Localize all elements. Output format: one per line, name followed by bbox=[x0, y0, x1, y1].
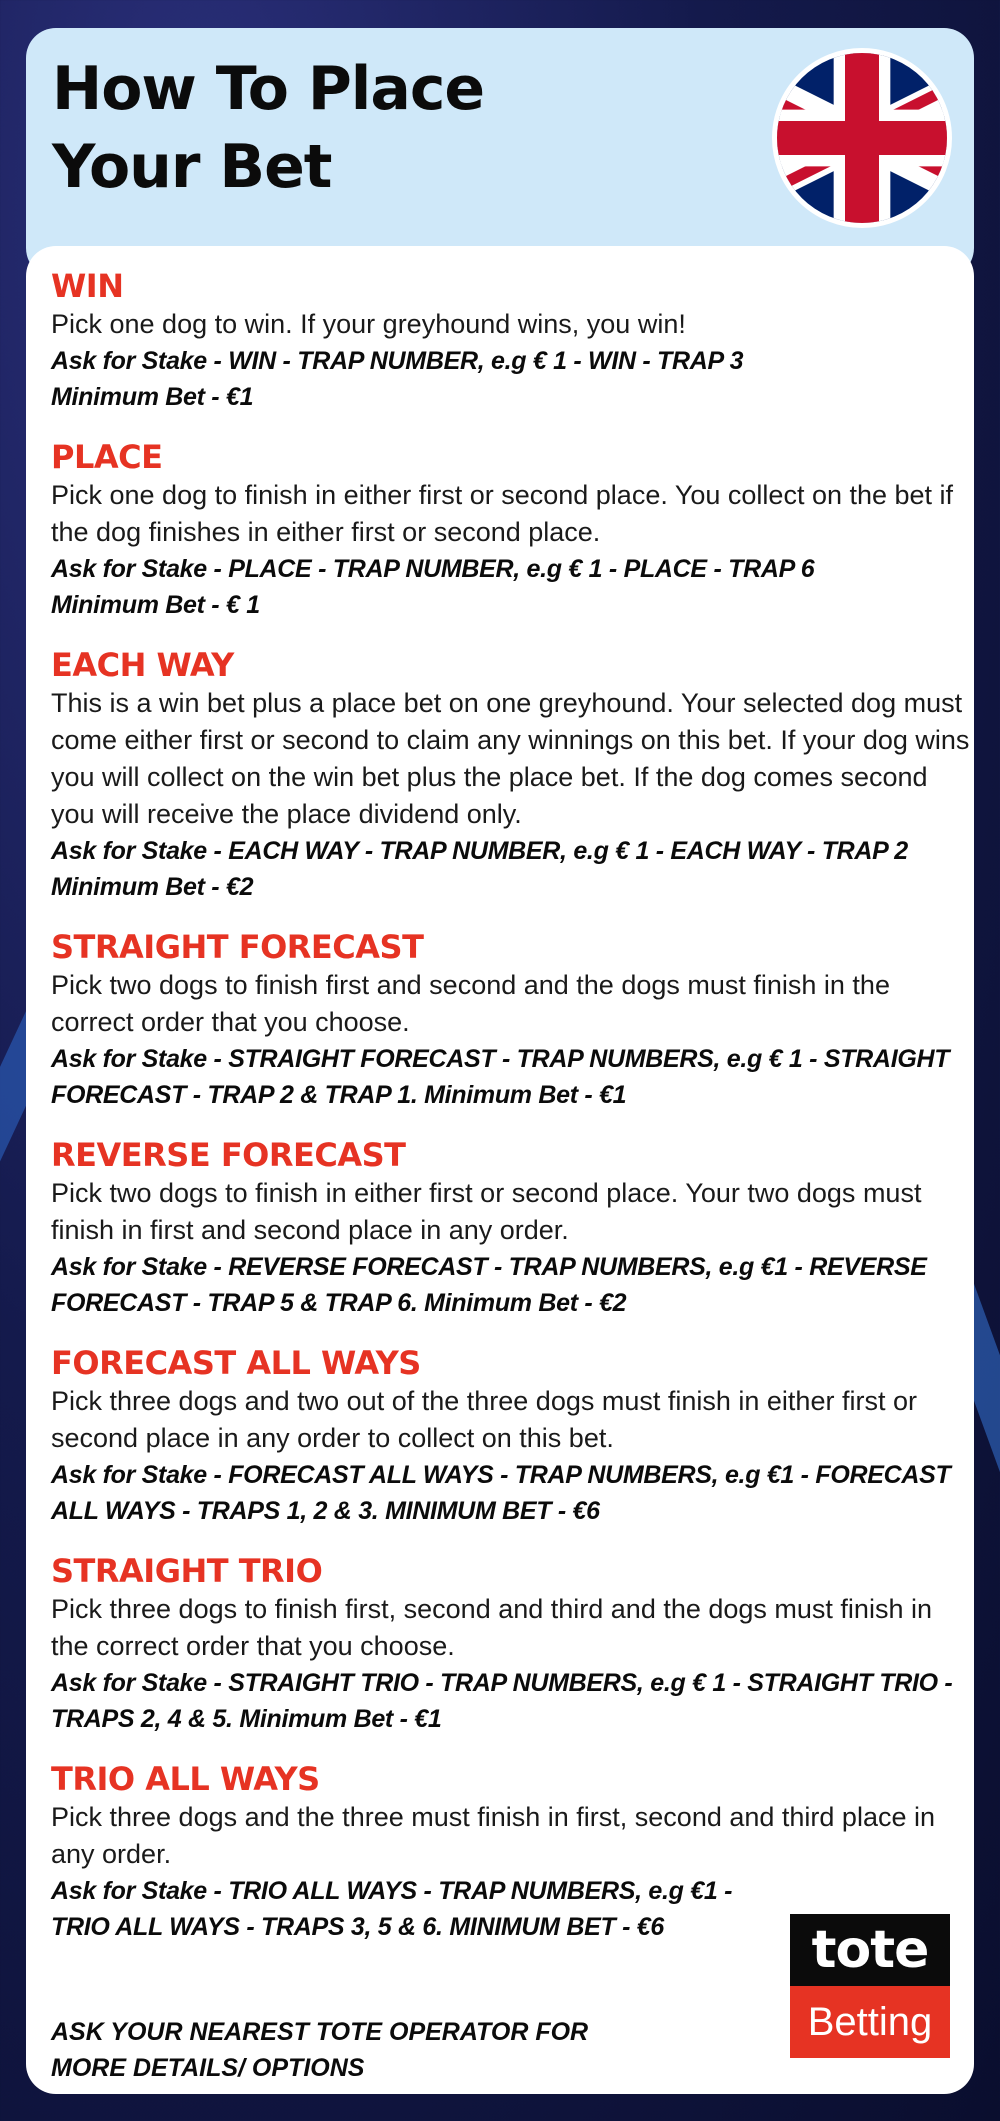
section-ask: Ask for Stake - WIN - TRAP NUMBER, e.g € 1 - WIN - TRAP 3 bbox=[51, 347, 744, 375]
section-place bbox=[51, 437, 971, 623]
logo-tote-text: tote bbox=[790, 1914, 950, 1986]
section-minimum: Minimum Bet - € 1 bbox=[51, 591, 260, 619]
title-line-2: Your Bet bbox=[52, 132, 332, 202]
section-title: PLACE bbox=[51, 438, 163, 476]
section-straight-trio bbox=[51, 1551, 971, 1737]
section-description: Pick two dogs to finish in either first or second place. Your two dogs must finish in first and second place in any order. bbox=[51, 1178, 922, 1245]
section-each-way bbox=[51, 645, 971, 905]
section-ask: Ask for Stake - EACH WAY - TRAP NUMBER, e.g € 1 - EACH WAY - TRAP 2 bbox=[51, 837, 908, 865]
section-minimum: Minimum Bet - €1 bbox=[51, 383, 254, 411]
section-reverse-forecast bbox=[51, 1135, 971, 1321]
section-ask: Ask for Stake - TRIO ALL WAYS - TRAP NUMBERS, e.g €1 - TRIO ALL WAYS - TRAPS 3, 5 & 6. MINIMUM BET - €6 bbox=[51, 1877, 733, 1941]
section-description: Pick three dogs to finish first, second and third and the dogs must finish in the correct order that you choose. bbox=[51, 1594, 932, 1661]
header-banner bbox=[26, 28, 974, 278]
section-description: Pick one dog to finish in either first or second place. You collect on the bet if the dog finishes in either first or second place. bbox=[51, 480, 954, 547]
section-description: Pick two dogs to finish first and second and the dogs must finish in the correct order that you choose. bbox=[51, 970, 890, 1037]
section-win bbox=[51, 266, 971, 415]
footer-note: ASK YOUR NEAREST TOTE OPERATOR FOR MORE DETAILS/ OPTIONS bbox=[51, 2018, 589, 2082]
section-ask: Ask for Stake - PLACE - TRAP NUMBER, e.g € 1 - PLACE - TRAP 6 bbox=[51, 555, 815, 583]
section-ask: Ask for Stake - STRAIGHT TRIO - TRAP NUMBERS, e.g € 1 - STRAIGHT TRIO - TRAPS 2, 4 & 5. Minimum Bet - €1 bbox=[51, 1669, 953, 1733]
section-description: Pick one dog to win. If your greyhound wins, you win! bbox=[51, 309, 686, 339]
section-description: Pick three dogs and the three must finish in first, second and third place in any order. bbox=[51, 1802, 935, 1869]
section-forecast-all-ways bbox=[51, 1343, 971, 1529]
section-straight-forecast bbox=[51, 927, 971, 1113]
section-title: REVERSE FORECAST bbox=[51, 1136, 406, 1174]
section-title: STRAIGHT TRIO bbox=[51, 1552, 323, 1590]
section-minimum: Minimum Bet - €2 bbox=[51, 873, 254, 901]
bet-types-list bbox=[51, 266, 971, 1967]
tote-betting-logo bbox=[790, 1914, 950, 2058]
section-ask: Ask for Stake - STRAIGHT FORECAST - TRAP NUMBERS, e.g € 1 - STRAIGHT FORECAST - TRAP 2 & TRAP 1. Minimum Bet - €1 bbox=[51, 1045, 950, 1109]
section-description: This is a win bet plus a place bet on one greyhound. Your selected dog must come either first or second to claim any winnings on this bet. If your dog wins you will collect on the win bet plus the place bet. If the dog comes second you will receive the place dividend only. bbox=[51, 688, 970, 829]
union-jack-icon bbox=[772, 48, 952, 228]
section-description: Pick three dogs and two out of the three dogs must finish in either first or second place in any order to collect on this bet. bbox=[51, 1386, 917, 1453]
section-title: STRAIGHT FORECAST bbox=[51, 928, 424, 966]
title-line-1: How To Place bbox=[52, 54, 485, 124]
section-ask: Ask for Stake - REVERSE FORECAST - TRAP NUMBERS, e.g €1 - REVERSE FORECAST - TRAP 5 & TRAP 6. Minimum Bet - €2 bbox=[51, 1253, 927, 1317]
logo-betting-text: Betting bbox=[790, 1986, 950, 2058]
section-title: TRIO ALL WAYS bbox=[51, 1760, 320, 1798]
page-title bbox=[52, 50, 484, 206]
section-title: WIN bbox=[51, 267, 124, 305]
section-title: FORECAST ALL WAYS bbox=[51, 1344, 421, 1382]
section-title: EACH WAY bbox=[51, 646, 234, 684]
section-ask: Ask for Stake - FORECAST ALL WAYS - TRAP NUMBERS, e.g €1 - FORECAST ALL WAYS - TRAPS 1, 2 & 3. MINIMUM BET - €6 bbox=[51, 1461, 951, 1525]
section-trio-all-ways bbox=[51, 1759, 935, 1945]
instructions-card bbox=[26, 246, 974, 2094]
